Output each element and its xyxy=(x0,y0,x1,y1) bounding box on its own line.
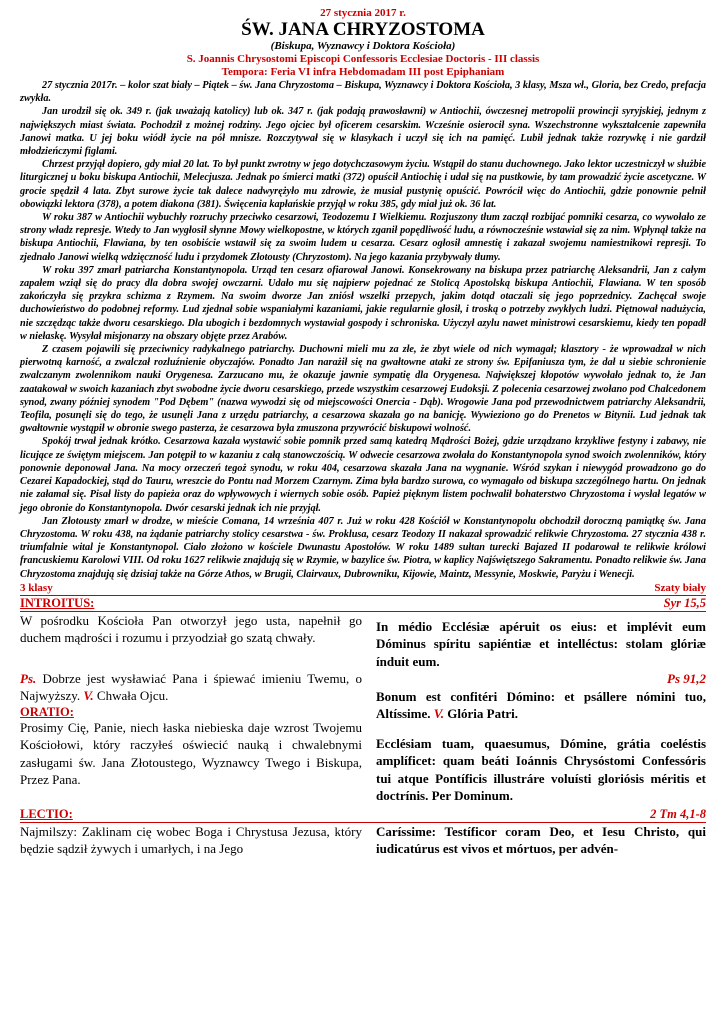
lectio-header xyxy=(20,807,706,823)
introitus-ref: Syr 15,5 xyxy=(663,595,706,610)
bio-paragraph: Z czasem pojawili się przeciwnicy radykalnego patriarchy. Duchowni mieli mu za złe, że zbyt wiele od nich wymagał; klasztory - że wprowadzał w nich pierwotną karność, a zwalczał rozluźnienie obyczajów. Ponadto Jan narażił się na gwałtowne ataki ze strony św. Epifaniusza tym, że dał u siebie schronienie zwalczanym zwolennikom nauki Orygenesa. Zarzucano mu, że okazuje jawnie sympatię dla Orygenesa. Największej kłopotów wywołało jednak to, że Jan zaatakował w swoich kazaniach zbyt swobodne życie dworu cesarskiego, przede wszystkim cesarzowej Eudoksji. Z polecenia cesarzowej zwołano pod Chalcedonem synod, zwany później synodem "Pod Dębem" (nazwa wywodzi się od miejscowości Onercia - Dąb). Wrogowie Jana pod przewodnictwem patriarchy Aleksandrii, Teofila, posunęli się do tego, że usunęli Jana z urzędu patriarchy, a cesarzowa skazała go na banicję. Wywieziono go do Prenetos w Bitynii. Lud jednak tak gwałtownie wystąpił w obronie swego pasterza, że cesarzowa była zmuszona przywrócić biskupowi wolność. xyxy=(20,344,706,435)
lectio-la-text: Caríssime: Testíficor coram Deo, et Iesu Christo, qui iudicatúrus est vivos et mórtuos, per advén- xyxy=(376,823,706,857)
bio-paragraph: Jan Złotousty zmarł w drodze, w mieście Comana, 14 września 407 r. Już w roku 428 Kościół w Konstantynopolu obchodził doroczną pamiątkę św. Jana Chryzostoma. W roku 438, na żądanie patriarchy stolicy cesarstwa - św. Proklusa, cesarz Teodozy II nakazał sprowadzić relikwie Chryzostoma. 27 stycznia 438 r. triumfalnie wital je Konstantynopol. Ciało złożono w kościele Dwunastu Apostołów. W roku 1489 sułtan turecki Bajazed II podarował te relikwie królowi francuskiemu Karolowi VIII. Od roku 1627 relikwie znajdują się w Rzymie, w bazylice św. Piotra, w kaplicy Najświętszego Sakramentu. Ponadto relikwie św. Jana Chryzostoma znajdują się dzisiaj także na Górze Athos, w Brugii, Clairvaux, Dubrowniku, Kijowie, Maintz, Messynie, Moskwie, Paryżu i Wenecji. xyxy=(20,515,706,580)
tempora-line: Tempora: Feria VI infra Hebdomadam III post Epiphaniam xyxy=(221,66,505,78)
bio-paragraph: W roku 387 w Antiochii wybuchły rozruchy przeciwko cesarzowi, Teodozemu I Wielkiemu. Rozjuszony tłum zaczął rozbijać pomniki cesarza, co wywołało ze strony władz represje. Wtedy to Jan wygłosił słynne Mowy wielkopostne, w których zganił popędliwość ludu, a równocześnie wstawiał się za nim. Wpłynął także na biskupa Antiochii, Flawiana, by ten osobiście wstawił się za swoim ludem u cesarza. Cesarz ogłosił amnestię i zakazał swojemu namiestnikowi represji. To zjednało Janowi wielką wdzięczność ludu i przydomek Złotousty (Chryzostom). Na jego kazania przybywały tłumy. xyxy=(20,212,706,263)
biography xyxy=(20,79,706,581)
v-label: V. xyxy=(83,688,94,704)
introitus-la-psalm: Bonum est confitéri Dómino: et psállere nómini tuo, Altíssime. V. Glória Patri. xyxy=(376,688,706,722)
oratio-heading: ORATIO: xyxy=(20,704,74,719)
bio-paragraph: Jan urodził się ok. 349 r. (jak uważają katolicy) lub ok. 347 r. (jak podają prawosławni) w Antiochii, ówczesnej metropolii prowincji syryjskiej, jednym z największych miast świata. Pochodził z możnej rodziny. Jego ojciec był oficerem cesarskim. Wcześnie osierocił syna. Wszechstronne wykształcenie zapewniła Janowi matka. U jej boku wiódł życie na pół mnisze. Rozczytywał się w klasykach i uczył się ich na pamięć. Lubił jednak także rozrywkę i nie gardził młodzieńczymi figlami. xyxy=(20,106,706,158)
rank-class: 3 klasy xyxy=(20,581,53,594)
introitus-pl-psalm: Ps. Dobrze jest wysławiać Pana i śpiewać imieniu Twemu, o Najwyższy. V. Chwała Ojcu. xyxy=(20,670,363,704)
rank-row xyxy=(20,582,706,596)
oratio-pl-text: Prosimy Cię, Panie, niech łaska niebieska daje wzrost Twojemu Kościołowi, który raczyłeś oświecić nauką i chwalebnymi zasługami św. Jana Złotoustego, Wyznawcy Twego i Biskupa, Przez Pana. xyxy=(20,719,362,788)
page xyxy=(20,6,706,858)
page-title: ŚW. JANA CHRYZOSTOMA xyxy=(241,19,485,40)
introitus-latin xyxy=(376,612,706,805)
lectio-latin xyxy=(376,823,706,858)
lectio-body xyxy=(20,823,706,858)
lectio-pl-text: Najmilszy: Zaklinam cię wobec Boga i Chrystusa Jezusa, który będzie sądził żywych i umarłych, i na Jego xyxy=(20,823,362,857)
lectio-heading: LECTIO: xyxy=(20,806,73,821)
introitus-body xyxy=(20,612,706,805)
introitus-pl-text: W pośrodku Kościoła Pan otworzył jego usta, napełnił go duchem mądrości i rozumu i przyodział go szatą chwały. xyxy=(20,612,362,646)
lectio-polish xyxy=(20,823,362,858)
latin-title: S. Joannis Chrysostomi Episcopi Confessoris Ecclesiae Doctoris - III classis xyxy=(186,53,540,65)
date-heading: 27 stycznia 2017 r. xyxy=(320,7,406,19)
lectio-ref: 2 Tm 4,1-8 xyxy=(650,806,706,821)
bio-paragraph: Chrzest przyjął dopiero, gdy miał 20 lat. To był punkt zwrotny w jego dotychczasowym życiu. Wstąpił do stanu duchownego. Jako lektor uczestniczył w służbie liturgicznej u boku biskupa Antiochii, Melecjusza. Jednak po śmierci matki (372) opuścił Antiochię i udał się na pustkowie, by tam prowadzić życie ascetyczne. W grocie spędził 4 lata. Zbyt surowe życie tak dalece nadwyrężyło mu zdrowie, że musiał pustynię opuścić. Powrócił więc do Antiochii, gdzie ponownie pełnił obowiązki lektora (378), a potem diakona (381). Święcenia kapłańskie przyjął w roku 385, gdy miał już ok. 36 lat. xyxy=(20,159,706,210)
introitus-heading: INTROITUS: xyxy=(20,595,95,610)
bio-paragraph: Spokój trwał jednak krótko. Cesarzowa kazała wystawić sobie pomnik przed samą katedrą Mądrości Bożej, gdzie urządzano krzykliwe festyny i zabawy, nie licujące ze świętym miejscem. Jan potępił to w kazaniu z całą stanowczością. W odwecie cesarzowa zwołała do Konstantynopola synod swoich zwolenników, który ponownie deponował Jana. Na mocy orzeczeń tegoż synodu, w roku 404, cesarzowa skazała Jana na wygnanie. Wśród szykan i niewygód prowadzono go do Cezarei Kapadockiej, stąd do Tauru, wreszcie do Pontu nad Morzem Czarnym. Zima była bardzo surowa, co wymagało od biskupa szczególnego hartu. On jednak nie załamał się. Pisał listy do papieża oraz do wpływowych i wiernych sobie osób. Papież pięknym listem pochwalił bohaterstwo Chryzostoma i wysłał legatów w jego obronie do Konstantynopola. Dwór cesarski jednak ich nie przyjął. xyxy=(20,436,706,514)
oratio-la-text: Ecclésiam tuam, quaesumus, Dómine, grátia coeléstis amplíficet: quam beáti Ioánnis Chrysóstomi Confessóris tui atque Pontíficis illustráre voluísti gloriósis méritis et doctrínis. Per Dominum. xyxy=(376,735,706,804)
page-subtitle: (Biskupa, Wyznawcy i Doktora Kościoła) xyxy=(270,40,456,52)
v-label-latin: V. xyxy=(433,706,445,722)
vestment-color: Szaty biały xyxy=(654,581,706,594)
introitus-la-text: In médio Ecclésiæ apéruit os eius: et implévit eum Dóminus spíritu sapiéntiæ et intelléctus: stolam glóriæ índuit eum. xyxy=(376,618,706,669)
bio-paragraph: W roku 397 zmarł patriarcha Konstantynopola. Urząd ten cesarz ofiarował Janowi. Konsekrowany na biskupa przez patriarchę Aleksandrii, Jan z całym zapałem wziął się do pracy dla dobra swojej owczarni. Udało mu się najpierw pojednać ze Stolicą Apostolską biskupa Antiochii, Flawiana. W ten sposób zakończyła się przykra schizma z Rzymem. Na swoim dworze Jan zniósł wszelki przepych, jakim dotąd otaczali się jego poprzednicy. Zachęcał swoje duchowieństwo do podobnej reformy. Lud zjednał sobie wspaniałymi kazaniami, jakie regularnie głosił, i troską o potrzeby zwykłych ludzi. Piętnował nadużycia, nie szczędząc także dworu cesarskiego. Dla ubogich i bezdomnych wystawiał gospody i schroniska. Użyczył azylu nawet ministrowi cesarskiemu, kiedy ten popadł w niełaskę. Wysyłał misjonarzy na obszary objęte przez Arabów. xyxy=(20,264,706,342)
ps-label: Ps. xyxy=(20,670,37,686)
bio-paragraph: 27 stycznia 2017r. – kolor szat biały – Piątek – św. Jana Chryzostoma – Biskupa, Wyznawcy i Doktora Kościoła, 3 klasy, Msza wł., Gloria, bez Credo, prefacja zwykła. xyxy=(20,80,706,105)
psalm-ref: Ps 91,2 xyxy=(667,671,706,687)
introitus-header xyxy=(20,596,706,612)
introitus-polish xyxy=(20,612,362,805)
